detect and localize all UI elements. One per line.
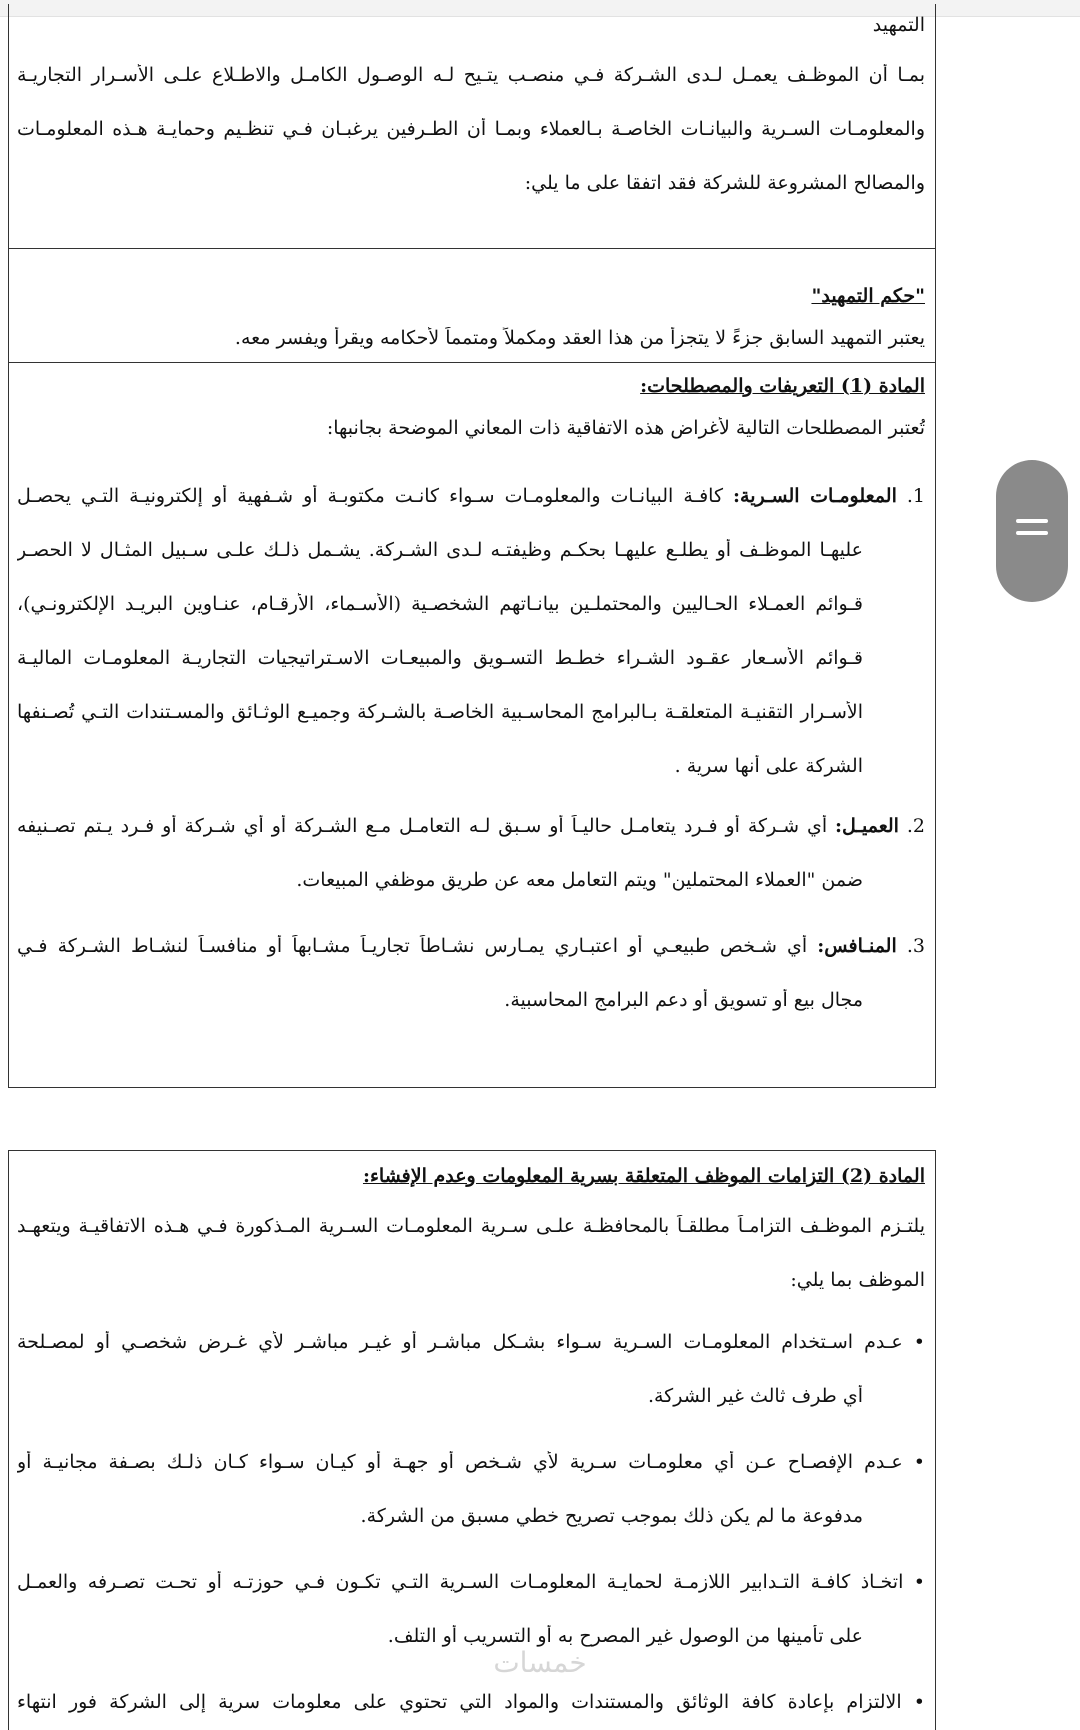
definition-term: المنـافس: — [817, 935, 897, 957]
definition-term: المعلومـات السـرية: — [733, 485, 897, 507]
definition-line: الأسـرار التقنيـة المتعلقـة بـالبرامج المحاسـبية الخاصـة بالشـركة وجميـع الوثـائق والمسـتندات التـي تُصـنفها — [17, 701, 863, 723]
obligation-text: عـدم اسـتخدام المعلومـات السـرية سـواء بشـكل مباشـر أو غيـر مباشـر لأي غـرض شخصـي أو لمصـلحة — [17, 1331, 903, 1353]
definition-line: ضمن "العملاء المحتملين" ويتم التعامل معه عن طريق موظفي المبيعات. — [296, 869, 863, 891]
obligation-bullet — [17, 1691, 925, 1713]
preamble-ruling-text: يعتبر التمهيد السابق جزءً لا يتجزأ من هذا العقد ومكملاً ومتمماً لأحكامه ويقرأ ويفسر معه. — [234, 327, 925, 349]
bullet-icon: • — [913, 1331, 925, 1353]
obligation-bullet — [17, 1571, 925, 1593]
bullet-icon: • — [913, 1451, 925, 1473]
preamble-line: والمعلومـات السـرية والبيانـات الخاصـة بـالعملاء وبمـا أن الطـرفين يرغبـان فـي تنظـيم وحمايـة هـذه المعلومـات — [17, 118, 925, 140]
definition-line: قـوائم الأسـعار عقـود الشـراء خطـط التسـويق والمبيعـات الاسـتراتيجيات التجاريـة المعلومـات الماليـة — [17, 647, 863, 669]
definition-item-first-line — [17, 935, 925, 957]
definition-item-first-line — [17, 485, 925, 507]
preamble-ruling-section — [8, 248, 936, 363]
definition-line: عليهـا الموظـف أو يطلـع عليهـا بحكـم وظيفتـه لـدى الشـركة. يشـمل ذلـك علـى سـبيل المثـال لا الحصـر — [17, 539, 863, 561]
obligation-text: اتخـاذ كافـة التـدابير اللازمـة لحمايـة المعلومـات السـرية التـي تكـون فـي حوزتـه أو تحـت تصـرفه والعمـل — [17, 1571, 904, 1593]
definition-line: قـوائم العمـلاء الحـاليين والمحتملـين بيانـاتهم الشخصـية (الأسـماء، الأرقـام، عنـاوين البريـد الإلكترونـي)، — [17, 593, 863, 615]
handle-grip-icon — [1016, 519, 1048, 523]
article-2-intro-line: الموظف بما يلي: — [790, 1269, 925, 1291]
article-2-intro-line: يلتـزم الموظـف التزامـاً مطلقـاً بالمحافظـة علـى سـرية المعلومـات السـرية المـذكورة فـي هـذه الاتفاقيـة ويتعهـد — [17, 1215, 925, 1237]
definition-term: العميـل: — [835, 815, 899, 837]
article-1-intro: تُعتبر المصطلحات التالية لأغراض هذه الاتفاقية ذات المعاني الموضحة بجانبها: — [326, 417, 925, 439]
obligation-continuation: أي طرف ثالث غير الشركة. — [647, 1385, 863, 1407]
obligation-continuation: مدفوعة ما لم يكن ذلك بموجب تصريح خطي مسبق من الشركة. — [360, 1505, 863, 1527]
bullet-icon: • — [913, 1571, 925, 1593]
definition-text: كافـة البيانـات والمعلومـات سـواء كانـت مكتوبـة أو شـفهية أو إلكترونيـة التـي يحصـل — [17, 485, 723, 507]
definition-text: أي شـخص طبيعـي أو اعتبـاري يمـارس نشـاطاً تجاريـاً مشـابهاً أو منافسـاً لنشـاط الشـركة فـي — [17, 935, 808, 957]
scroll-handle[interactable] — [996, 460, 1068, 602]
definition-line: مجال بيع أو تسويق أو دعم البرامج المحاسبية. — [504, 989, 863, 1011]
item-number: 2. — [906, 815, 925, 837]
bullet-icon: • — [913, 1691, 925, 1713]
article-2-heading: المادة (2) التزامات الموظف المتعلقة بسرية المعلومات وعدم الإفشاء: — [362, 1165, 925, 1187]
definition-item-first-line — [17, 815, 925, 837]
preamble-section — [8, 4, 936, 249]
article-1-heading: المادة (1) التعريفات والمصطلحات: — [640, 375, 925, 397]
item-number: 3. — [906, 935, 925, 957]
article-1-section — [8, 362, 936, 1088]
obligation-bullet — [17, 1451, 925, 1473]
definition-line: الشركة على أنها سرية . — [674, 755, 863, 777]
article-2-section — [8, 1150, 936, 1730]
obligation-text: الالتزام بإعادة كافة الوثائق والمستندات والمواد التي تحتوي على معلومات سرية إلى الشركة فور انتهاء — [17, 1691, 902, 1713]
item-number: 1. — [906, 485, 925, 507]
watermark: خمسات — [493, 1646, 587, 1679]
definition-text: أي شـركة أو فـرد يتعامـل حاليـاً أو سـبق لـه التعامـل مـع الشـركة أو أي شـركة أو فـرد يـتم تصـنيفه — [17, 815, 828, 837]
preamble-ruling-heading: "حكم التمهيد" — [811, 285, 925, 307]
obligation-bullet — [17, 1331, 925, 1353]
obligation-text: عـدم الإفصـاح عـن أي معلومـات سـرية لأي شـخص أو جهـة أو كيـان سـواء كـان ذلـك بصـفة مجانيـة أو — [17, 1451, 903, 1473]
preamble-line: بمـا أن الموظـف يعمـل لـدى الشـركة فـي منصـب يتـيح لـه الوصـول الكامـل والاطـلاع علـى الأسـرار التجاريـة — [17, 64, 925, 86]
obligation-continuation: على تأمينها من الوصول غير المصرح به أو التسريب أو التلف. — [387, 1625, 863, 1647]
handle-grip-icon — [1016, 531, 1048, 535]
preamble-line: والمصالح المشروعة للشركة فقد اتفقا على ما يلي: — [524, 172, 925, 194]
preamble-heading: التمهيد — [872, 14, 925, 36]
